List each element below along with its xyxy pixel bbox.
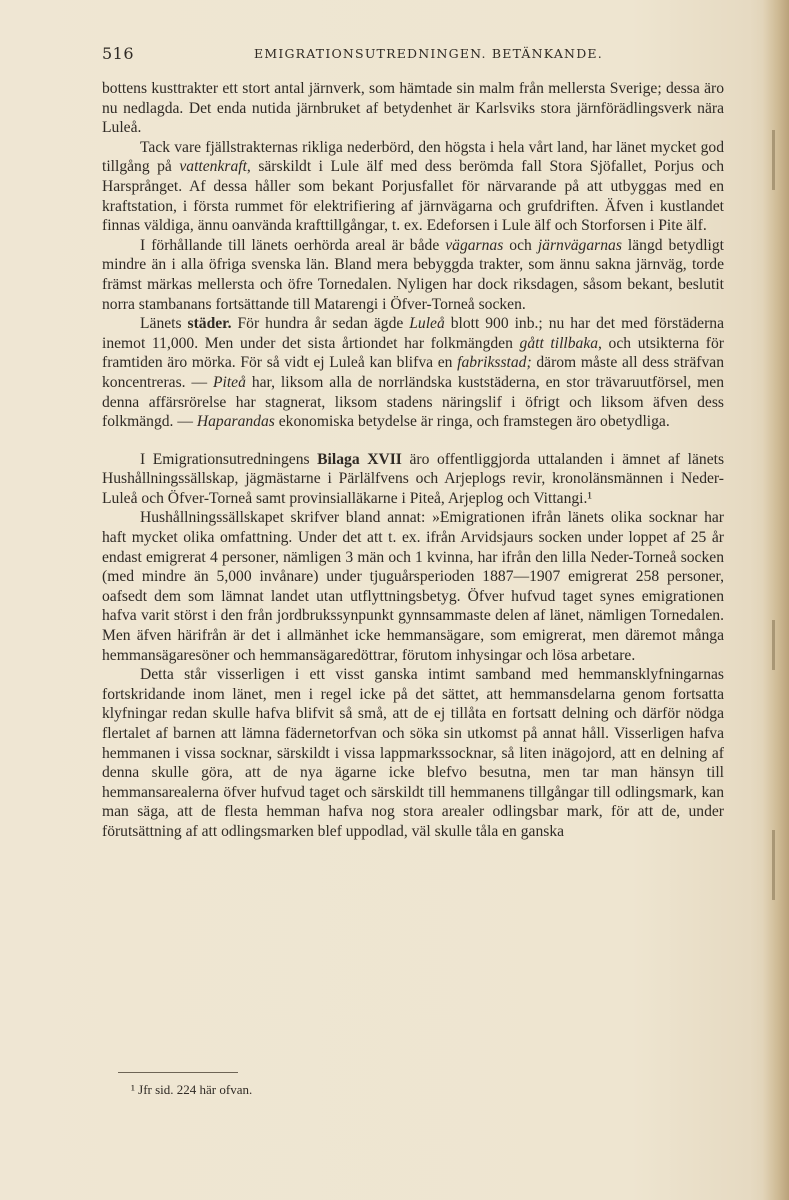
footnote: ¹ Jfr sid. 224 här ofvan. (131, 1082, 253, 1097)
footnote-rule (118, 1072, 238, 1073)
text-run: därom måste all dess sträfvan koncentreras. — (102, 354, 724, 391)
text-run: ekonomiska betydelse är ringa, och framstegen äro obetydliga. (274, 413, 670, 431)
paragraph (102, 79, 724, 138)
paragraph (102, 314, 724, 432)
emphasis-text: vattenkraft (179, 158, 247, 176)
text-run: , och utsikterna för framtiden äro mörka. För så vidt ej Luleå kan blifva en (102, 334, 724, 372)
emphasis-text: Haparandas (196, 413, 275, 431)
text-run: , särskildt i Lule älf med dess berömda fall Stora Sjöfallet, Porjus och Harsprånget. Af dessa håller som bekant Porjusfallet för närvarande på att utbyggas med en kraftstation, i första rummet för elektrifiering af järnvägarna och grufdriften. Äfven i kustlandet finnas väldiga, ännu oanvända krafttillgångar, t. ex. Edeforsen i Lule älf och Storforsen i Pite älf. (102, 158, 724, 235)
paragraph (102, 236, 724, 314)
emphasis-text: vägarnas (445, 236, 504, 254)
text-run: Tack vare fjällstrakternas rikliga nederbörd, den högsta i hela vårt land, har länet mycket god tillgång på (102, 138, 724, 176)
text-run: bottens kusttrakter ett stort antal järnverk, som hämtade sin malm från mellersta Sverige; dessa äro nu nedlagda. Det enda nutida järnbruket af betydenhet är Karlsviks stora järnförädlingsverk nära Luleå. (102, 80, 724, 137)
emphasis-text: gått tillbaka (519, 334, 599, 352)
body-text (102, 79, 724, 842)
paragraph (102, 450, 724, 509)
paragraph (102, 508, 724, 665)
emphasis-text: Luleå (409, 315, 445, 333)
text-run: I Emigrationsutredningens (140, 450, 318, 468)
page-header (102, 44, 724, 64)
text-run: För hundra år sedan ägde (231, 315, 410, 333)
text-run: har, liksom alla de norrländska kuststäderna, en stor trävaruutförsel, men denna affärsrörelse har stagnerat, liksom stadens näringslif i öfrigt och liksom äfven dess folkmängd. — (102, 373, 725, 431)
emphasis-text: fabriksstad; (457, 354, 532, 372)
text-run: I förhållande till länets oerhörda areal är både (140, 236, 446, 254)
text-run: Detta står visserligen i ett visst ganska intimt samband med hemmansklyfningarnas fortskridande inom länet, men i regel icke på det sättet, att hemmansdelarna genom fortsatta klyfningar redan skulle hafva blifvit så små, att de ej tillåta en fortsatt delning och därför nödga flertalet af barnen att lämna fädernetorfvan och söka sin utkomst på annat håll. Visserligen hafva hemmanen i vissa socknar, särskildt i vissa lappmarkssocknar, så liten inägojord, att en delning af denna skulle göra, att de nya ägarne icke blefvo besutna, men tar man hänsyn till hemmansarealerna öfver hufvud taget och särskildt till hemmanens tillgångar till odlingsmark, kan man säga, att de flesta hemman hafva nog stora arealer odlingsbar mark, för att de, under förutsättning af att odlingsmarken blef uppodlad, väl skulle tåla en ganska (102, 666, 724, 840)
text-run: längd betydligt mindre än i alla öfriga svenska län. Bland mera bebyggda trakter, som ännu sakna järnväg, torde främst märkas mellersta och öfre Tornedalen. Nyligen har dock riksdagen, såsom bekant, beslutit norra stambanans fortsättande till Matarengi i Öfver-Torneå socken. (102, 236, 724, 313)
paragraph (102, 665, 724, 841)
spine-mark (772, 830, 775, 900)
text-run: Länets (140, 315, 188, 333)
bold-text: städer. (187, 315, 232, 333)
emphasis-text: järnvägarnas (537, 236, 622, 254)
spine-mark (772, 130, 775, 190)
bold-text: Bilaga XVII (317, 450, 402, 468)
text-run: äro offentliggjorda uttalanden i ämnet af länets Hushållningssällskap, jägmästarne i Pärlälfvens och Arjeplogs revir, kronolänsmännen i Neder-Luleå och Öfver-Torneå samt provinsialläkarne i Piteå, Arjeplog och Vittangi.¹ (102, 450, 725, 507)
running-head: EMIGRATIONSUTREDNINGEN. BETÄNKANDE. (254, 46, 603, 61)
spine-mark (772, 620, 775, 670)
text-run: blott 900 inb.; nu har det med förstäderna inemot 11,000. Men under det sista årtiondet har folkmängden (102, 315, 724, 352)
emphasis-text: Piteå (212, 373, 246, 391)
text-run: Hushållningssällskapet skrifver bland annat: »Emigrationen ifrån länets olika socknar har haft mycket olika omfattning. Under det att t. ex. ifrån Arvidsjaurs socken under loppet af 25 år endast emigrerat 4 personer, nämligen 3 män och 1 kvinna, har ifrån den lilla Neder-Torneå socken (med mindre än 5,000 invånare) under tjuguårsperioden 1887—1907 emigrerat 258 personer, oafsedt dem som lämnat landet utan utflyttningsbetyg. Öfver hufvud taget synes emigrationen hafva varit störst i den från jordbrukssynpunkt gynnsammaste delen af länet, nämligen Tornedalen. Men äfven härifrån är det i allmänhet icke hemmansägare, som emigrerat, men däremot många hemmansägaresöner och hemmansägaredöttrar, förutom inhysingar och lösa arbetare. (102, 509, 724, 664)
text-run: och (503, 236, 538, 254)
paragraph (102, 138, 724, 236)
page-number: 516 (102, 44, 135, 63)
book-spine-edge (763, 0, 789, 1200)
